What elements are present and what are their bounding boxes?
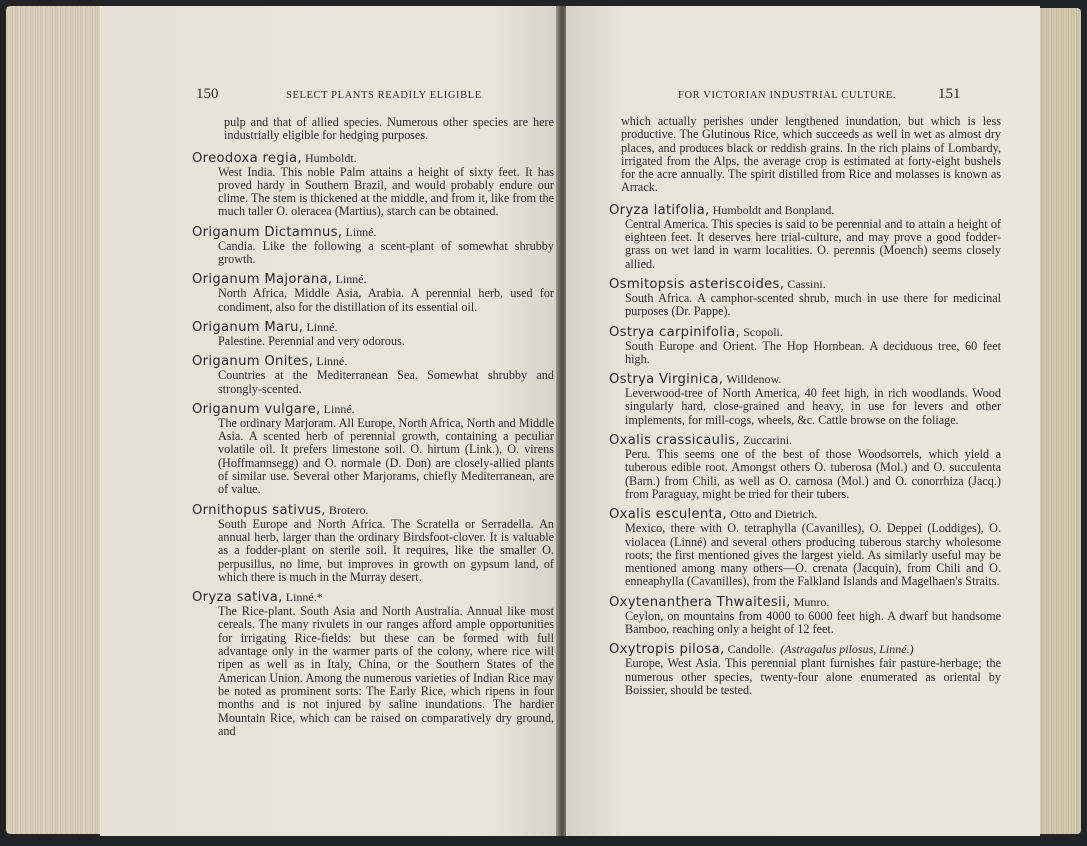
entry-description: The ordinary Marjoram. All Europe, North Africa, North and Middle Asia. A scented herb of perennial growth, containing a peculiar volatile oil. It prefers limestone soil. O. hirtum (Link.), O. virens (Hoffmannsegg) and O. normale (D. Don) are closely-allied plants of similar use. Several other Marjorams, chiefly Mediterranean, are of value. bbox=[218, 415, 554, 497]
species-name: Origanum Majorana, bbox=[192, 272, 333, 288]
entry-list bbox=[192, 151, 554, 739]
entry-description: Peru. This seems one of the best of those Woodsorrels, which yield a tuberous edible root. Amongst others O. tuberosa (Mol.) and O. succulenta (Barn.) from Chili, as well as O. carnosa (Mol.) and O. conorrhiza (Jacq.) from Paraguay, might be tried for their tubers. bbox=[625, 447, 1001, 501]
right-column bbox=[609, 115, 1001, 703]
authority: Zuccarini. bbox=[743, 433, 793, 448]
entry-heading bbox=[609, 372, 1001, 387]
synonym: (Astragalus pilosus, Linné.) bbox=[780, 642, 914, 657]
entry-description: Palestine. Perennial and very odorous. bbox=[218, 333, 405, 348]
entry-description: Countries at the Mediterranean Sea. Somewhat shrubby and strongly-scented. bbox=[218, 368, 554, 396]
plant-entry bbox=[192, 402, 554, 497]
entry-heading bbox=[609, 433, 1001, 448]
running-header: FOR VICTORIAN INDUSTRIAL CULTURE. bbox=[678, 90, 897, 101]
authority: Otto and Dietrich. bbox=[730, 507, 818, 522]
entry-description: South Africa. A camphor-scented shrub, much in use there for medicinal purposes (Dr. Pappe). bbox=[625, 290, 1001, 319]
authority: Scopoli. bbox=[743, 324, 783, 339]
authority: Linné. bbox=[306, 319, 338, 334]
running-header: SELECT PLANTS READILY ELIGIBLE bbox=[286, 90, 482, 101]
authority: Linné. bbox=[316, 354, 348, 369]
entry-description: South Europe and Orient. The Hop Hornbean. A deciduous tree, 60 feet high. bbox=[625, 338, 1001, 366]
authority: Linné.* bbox=[285, 590, 323, 605]
entry-heading bbox=[192, 354, 554, 369]
entry-heading bbox=[192, 151, 554, 166]
species-name: Oxytenanthera Thwaitesii, bbox=[609, 594, 791, 610]
authority: Candolle. bbox=[727, 642, 774, 657]
species-name: Oxalis esculenta, bbox=[609, 507, 727, 523]
entry-heading bbox=[609, 325, 1001, 340]
species-name: Origanum vulgare, bbox=[192, 401, 321, 417]
continuation-text: which actually perishes under lengthened inundation, but which is less productive. The Glutinous Rice, which succeeds as well in wet as almost dry places, and produces black or reddish grains. In the rich plains of Lombardy, irrigated from the Alps, the average crop is estimated at forty-eight bushels for the acre annually. The spirit distilled from Rice and molasses is known as Arrack. bbox=[621, 114, 1001, 195]
page-number: 151 bbox=[938, 86, 961, 102]
plant-entry bbox=[192, 272, 554, 314]
plant-entry bbox=[192, 590, 554, 738]
entry-heading bbox=[192, 590, 554, 605]
authority: Linné. bbox=[335, 272, 367, 287]
species-name: Ostrya Virginica, bbox=[609, 372, 724, 388]
entry-description: Europe, West Asia. This perennial plant furnishes fair pasture-herbage; the numerous other species, twenty-four alone enumerated as oriental by Boissier, should be tested. bbox=[625, 656, 1001, 697]
entry-description: Ceylon, on mountains from 4000 to 6000 feet high. A dwarf but handsome Bamboo, reaching only a height of 12 feet. bbox=[625, 608, 1001, 637]
plant-entry bbox=[609, 642, 1001, 697]
entry-list bbox=[609, 203, 1001, 697]
entry-heading bbox=[192, 320, 554, 335]
authority: Humboldt. bbox=[305, 150, 357, 165]
species-name: Oxytropis pilosa, bbox=[609, 642, 725, 658]
plant-entry bbox=[609, 433, 1001, 501]
authority: Munro. bbox=[793, 594, 830, 609]
plant-entry bbox=[609, 595, 1001, 637]
plant-entry bbox=[192, 503, 554, 584]
entry-heading bbox=[192, 225, 554, 240]
authority: Cassini. bbox=[787, 276, 826, 291]
entry-heading bbox=[609, 507, 1001, 522]
authority: Willdenow. bbox=[726, 372, 782, 387]
entry-description: Central America. This species is said to be perennial and to attain a height of eighteen feet. It deserves here trial-culture, and may prove a good fodder-grass on wet land in warm localities. O. perennis (Moench) seems closely allied. bbox=[625, 216, 1001, 271]
species-name: Osmitopsis asteriscoides, bbox=[609, 276, 785, 292]
page-number: 150 bbox=[196, 86, 219, 102]
species-name: Origanum Maru, bbox=[192, 319, 304, 335]
entry-heading bbox=[192, 503, 554, 518]
plant-entry bbox=[192, 320, 554, 348]
plant-entry bbox=[192, 225, 554, 267]
species-name: Origanum Dictamnus, bbox=[192, 224, 343, 240]
species-name: Ostrya carpinifolia, bbox=[609, 324, 741, 340]
authority: Linné. bbox=[345, 224, 377, 239]
species-name: Oryza latifolia, bbox=[609, 202, 710, 218]
entry-description: Mexico, there with O. tetraphylla (Cavanilles), O. Deppei (Loddiges), O. violacea (Linné) and several others producing tuberous starchy wholesome roots; the first mentioned gives the largest yield. As similarly useful may be mentioned among many others—O. crenata (Jacquin), from Chili and O. enneaphylla (Cavanilles), from the Falkland Islands and Magelhaen's Straits. bbox=[625, 521, 1001, 589]
entry-description: The Rice-plant. South Asia and North Australia. Annual like most cereals. The many rivulets in our ranges afford ample opportunities for irrigating Rice-fields: but these can be formed with full advantage only in the warmer parts of the colony, where rice will ripen as well as in Italy, China, or the Southern States of the American Union. Among the numerous varieties of Indian Rice may be noted as prominent sorts: The Early Rice, which ripens in four months and is not injured by saline inundations. The hardier Mountain Rice, which can be raised on comparatively dry ground, and bbox=[218, 604, 554, 738]
entry-description: South Europe and North Africa. The Scratella or Serradella. An annual herb, larger than the ordinary Birdsfoot-clover. It is valuable as a fodder-plant on sterile soil. It requires, like the smaller O. perpusillus, no lime, but improves in growth on gypsum land, of which there is much in the Murray desert. bbox=[218, 516, 554, 584]
entry-description: West India. This noble Palm attains a height of sixty feet. It has proved hardy in Southern Brazil, and would probably endure our clime. The stem is thickened at the middle, and from it, like from the much taller O. oleracea (Martius), starch can be obtained. bbox=[218, 164, 554, 219]
left-column bbox=[192, 116, 554, 744]
entry-heading bbox=[609, 595, 1001, 610]
plant-entry bbox=[609, 325, 1001, 367]
plant-entry bbox=[192, 354, 554, 396]
entry-heading bbox=[609, 203, 1001, 218]
authority: Linné. bbox=[323, 401, 355, 416]
entry-heading bbox=[609, 277, 1001, 292]
entry-heading bbox=[609, 642, 1001, 657]
authority: Brotero. bbox=[328, 502, 369, 517]
species-name: Ornithopus sativus, bbox=[192, 502, 326, 518]
entry-description: Leverwood-tree of North America, 40 feet high, in rich woodlands. Wood singularly hard, close-grained and heavy, in use for levers and other implements, for mill-cogs, wheels, &c. Cattle browse on the foliage. bbox=[625, 386, 1001, 427]
plant-entry bbox=[609, 372, 1001, 427]
right-page bbox=[566, 6, 1040, 836]
entry-heading bbox=[192, 272, 554, 287]
species-name: Oreodoxa regia, bbox=[192, 150, 302, 166]
left-page bbox=[100, 6, 558, 836]
page-edges-left bbox=[6, 6, 106, 834]
species-name: Origanum Onites, bbox=[192, 354, 314, 370]
species-name: Oryza sativa, bbox=[192, 590, 283, 606]
entry-heading bbox=[192, 402, 554, 417]
entry-description: North Africa, Middle Asia, Arabia. A perennial herb, used for condiment, also for the distillation of its essential oil. bbox=[218, 286, 554, 314]
species-name: Oxalis crassicaulis, bbox=[609, 433, 740, 449]
plant-entry bbox=[609, 203, 1001, 271]
entry-description: Candia. Like the following a scent-plant of somewhat shrubby growth. bbox=[218, 238, 554, 267]
page-edges-right bbox=[1037, 8, 1081, 834]
plant-entry bbox=[609, 277, 1001, 319]
authority: Humboldt and Bonpland. bbox=[712, 202, 835, 217]
plant-entry bbox=[192, 151, 554, 219]
continuation-text: pulp and that of allied species. Numerous other species are here industrially eligible for hedging purposes. bbox=[224, 115, 554, 143]
plant-entry bbox=[609, 507, 1001, 588]
